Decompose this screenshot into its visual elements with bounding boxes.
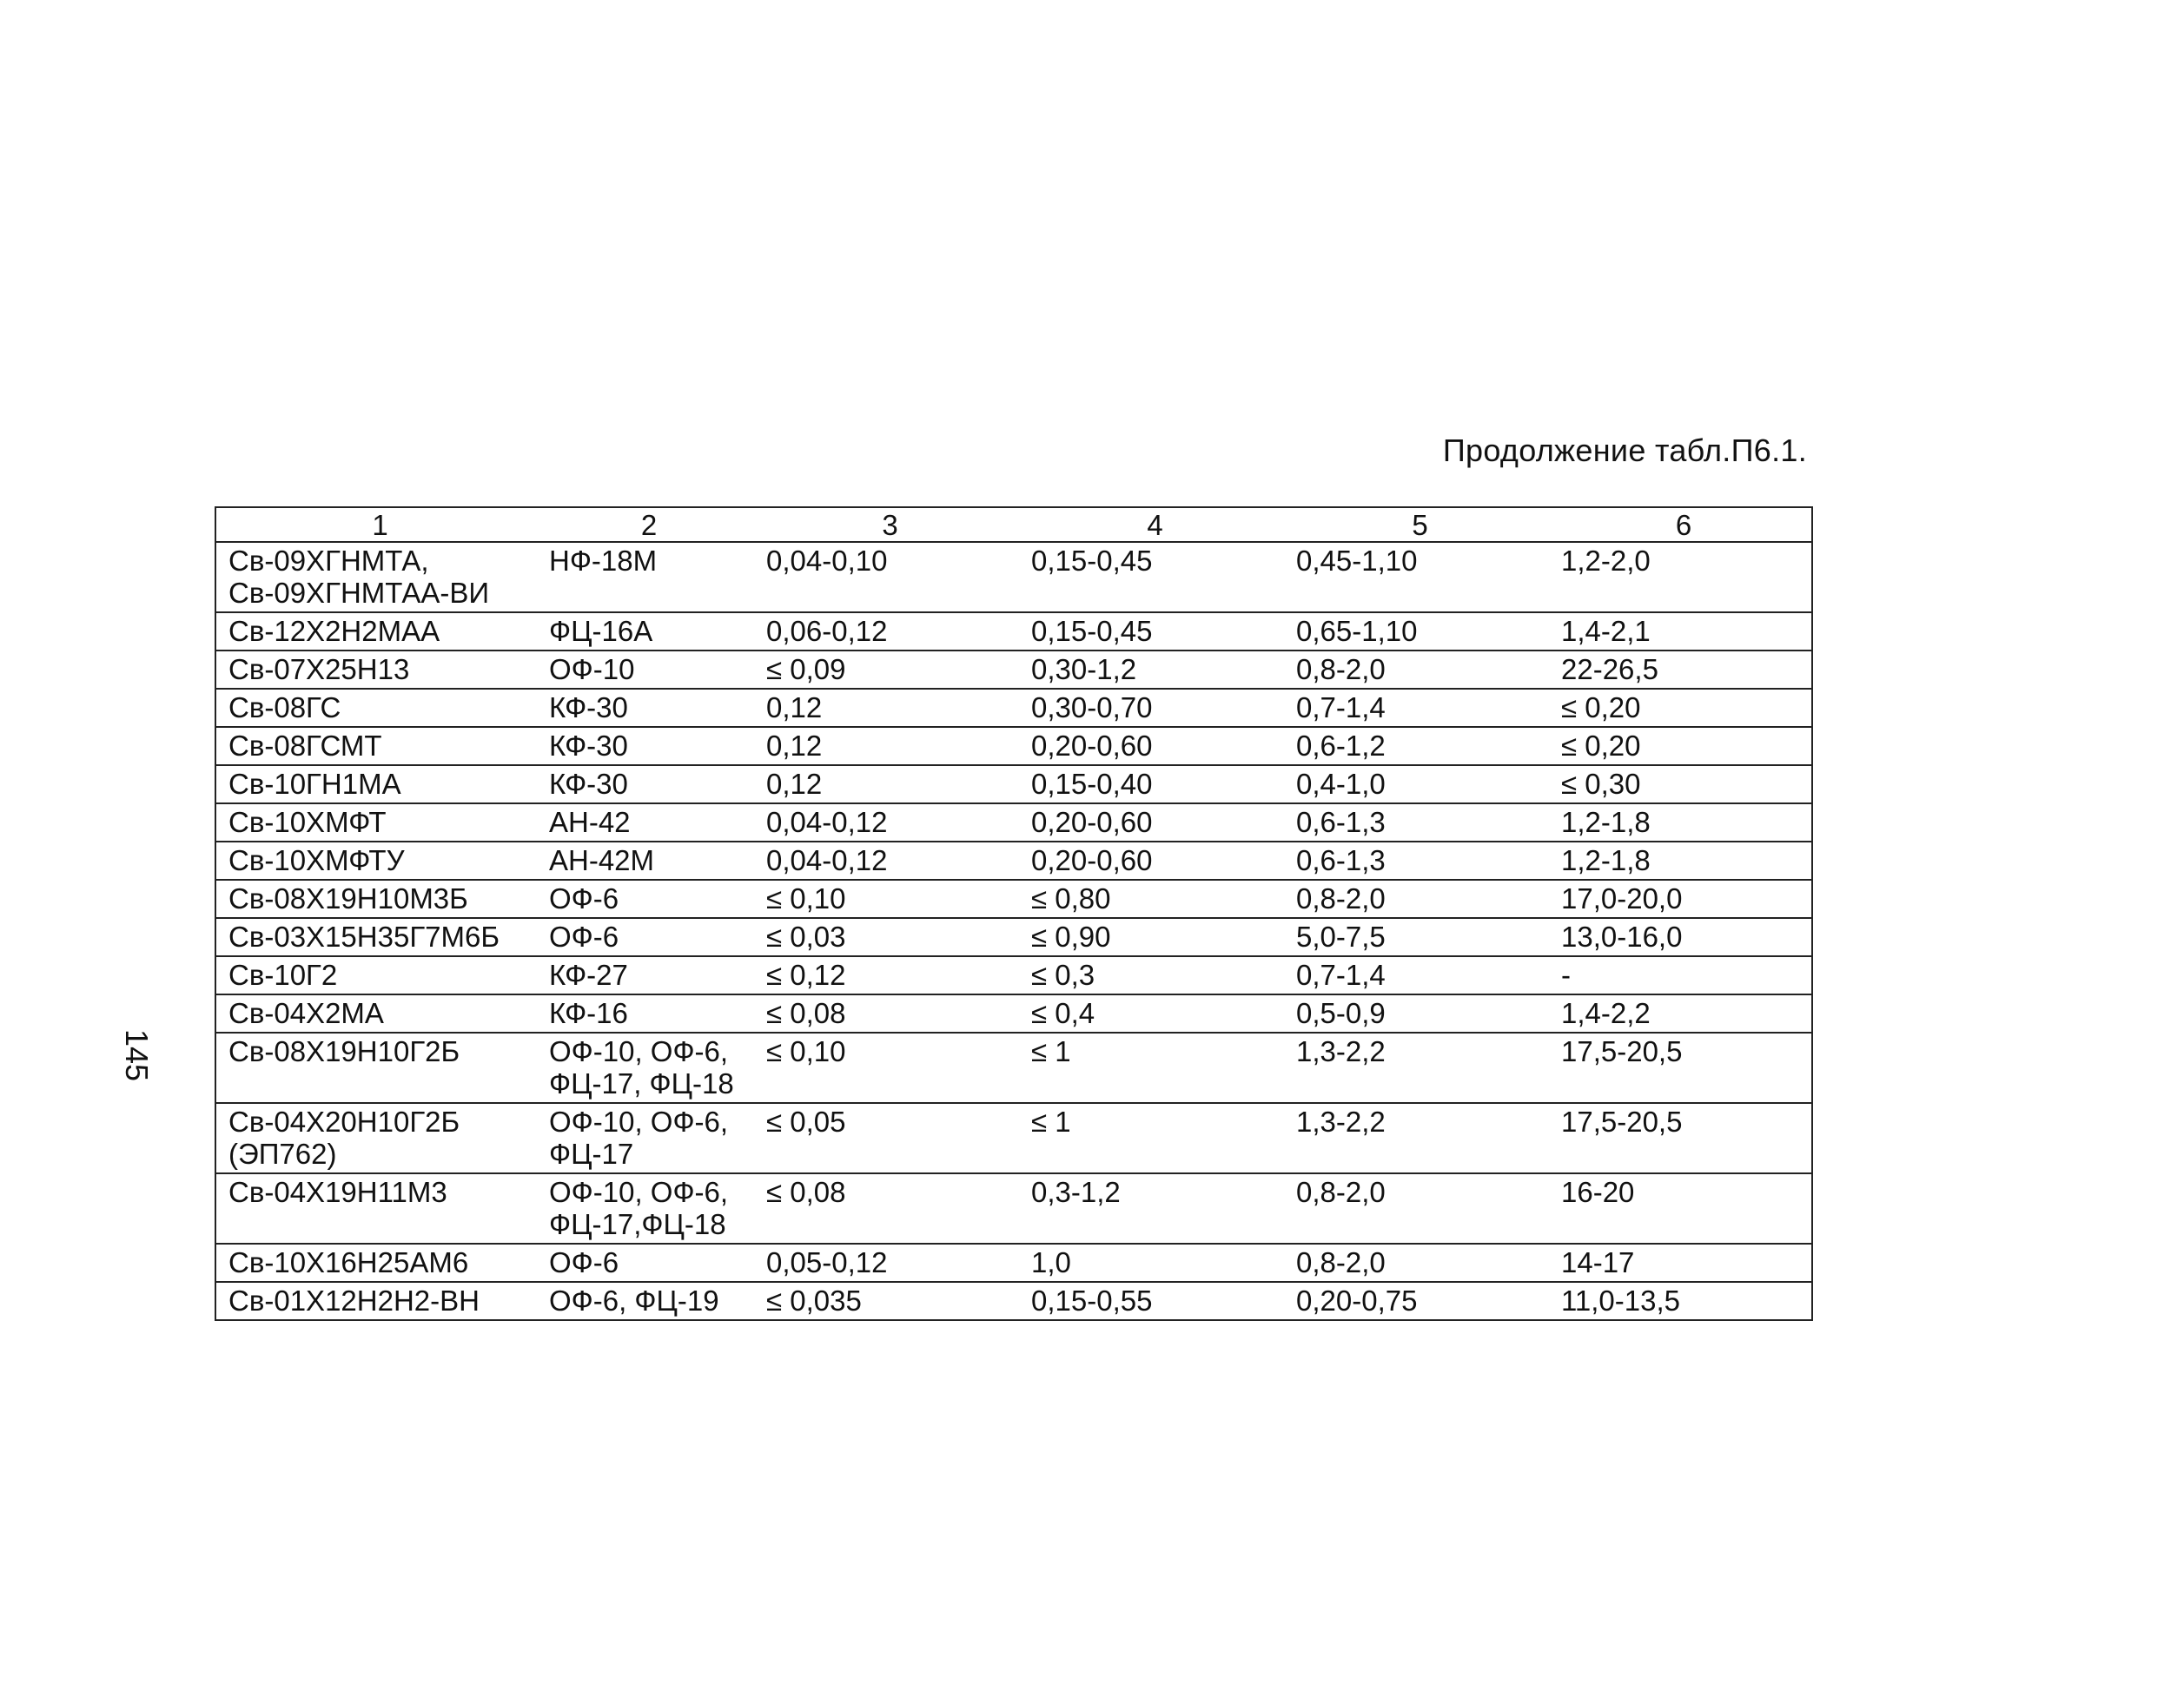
cell-text: 11,0-13,5 bbox=[1561, 1285, 1680, 1317]
cell-text: ≤ 0,05 bbox=[766, 1106, 846, 1138]
table-cell-col-2 bbox=[537, 727, 754, 765]
table-cell-col-3 bbox=[754, 542, 1019, 612]
table-cell-col-2 bbox=[537, 956, 754, 994]
table-cell-col-6 bbox=[1549, 880, 1812, 918]
cell-text: 0,8-2,0 bbox=[1296, 1176, 1386, 1208]
cell-text: ≤ 0,90 bbox=[1031, 921, 1111, 953]
table-cell-col-3 bbox=[754, 842, 1019, 880]
cell-text: 0,04-0,10 bbox=[766, 545, 888, 577]
table-cell-col-6 bbox=[1549, 651, 1812, 689]
cell-text: 0,20-0,60 bbox=[1031, 806, 1153, 838]
cell-text: ≤ 0,3 bbox=[1031, 959, 1095, 991]
table-cell-col-5 bbox=[1284, 1173, 1549, 1244]
table-cell-col-1 bbox=[215, 1282, 537, 1320]
cell-text: 17,5-20,5 bbox=[1561, 1035, 1683, 1067]
cell-text: - bbox=[1561, 959, 1571, 991]
table-cell-col-2 bbox=[537, 765, 754, 803]
table-cell-col-5 bbox=[1284, 842, 1549, 880]
cell-text: 0,15-0,40 bbox=[1031, 768, 1153, 800]
table-cell-col-4 bbox=[1019, 1103, 1284, 1173]
cell-text: Св-08ГСМТ bbox=[228, 730, 382, 762]
table-row bbox=[215, 651, 1812, 689]
table-cell-col-6 bbox=[1549, 1173, 1812, 1244]
table-cell-col-2 bbox=[537, 994, 754, 1033]
table-cell-col-4 bbox=[1019, 689, 1284, 727]
cell-text: ОФ-10, ОФ-6, bbox=[549, 1035, 729, 1067]
cell-text: ≤ 0,12 bbox=[766, 959, 846, 991]
table-row bbox=[215, 689, 1812, 727]
cell-text: 0,8-2,0 bbox=[1296, 1246, 1386, 1278]
table-cell-col-6 bbox=[1549, 803, 1812, 842]
table-cell-col-6 bbox=[1549, 842, 1812, 880]
table-cell-col-5 bbox=[1284, 880, 1549, 918]
table-row bbox=[215, 956, 1812, 994]
table-cell-col-6 bbox=[1549, 1103, 1812, 1173]
table-cell-col-2 bbox=[537, 880, 754, 918]
header-cell: 6 bbox=[1549, 507, 1812, 542]
cell-text: Св-10ХМФТ bbox=[228, 806, 387, 838]
table-cell-col-5 bbox=[1284, 727, 1549, 765]
table-cell-col-6 bbox=[1549, 1033, 1812, 1103]
cell-text: 0,30-0,70 bbox=[1031, 691, 1153, 723]
cell-text: ФЦ-17,ФЦ-18 bbox=[549, 1208, 726, 1240]
cell-text: 0,20-0,60 bbox=[1031, 730, 1153, 762]
table-cell-col-1 bbox=[215, 612, 537, 651]
cell-text: 14-17 bbox=[1561, 1246, 1635, 1278]
cell-text: Св-04Х2МА bbox=[228, 997, 384, 1029]
cell-text: Св-10Х16Н25АМ6 bbox=[228, 1246, 469, 1278]
cell-text: ≤ 0,08 bbox=[766, 997, 846, 1029]
cell-text: КФ-30 bbox=[549, 691, 628, 723]
cell-text: Св-07Х25Н13 bbox=[228, 653, 410, 685]
table-cell-col-3 bbox=[754, 880, 1019, 918]
table-cell-col-4 bbox=[1019, 956, 1284, 994]
table-cell-col-4 bbox=[1019, 880, 1284, 918]
cell-text: ≤ 0,30 bbox=[1561, 768, 1641, 800]
cell-text: ≤ 1 bbox=[1031, 1106, 1071, 1138]
table-cell-col-1 bbox=[215, 956, 537, 994]
table-cell-col-3 bbox=[754, 651, 1019, 689]
cell-text: 5,0-7,5 bbox=[1296, 921, 1386, 953]
cell-text: Св-09ХГНМТА, bbox=[228, 545, 429, 577]
table-cell-col-3 bbox=[754, 918, 1019, 956]
table-cell-col-5 bbox=[1284, 1033, 1549, 1103]
cell-text: ≤ 0,035 bbox=[766, 1285, 862, 1317]
table-cell-col-2 bbox=[537, 1244, 754, 1282]
table-cell-col-1 bbox=[215, 765, 537, 803]
table-cell-col-1 bbox=[215, 803, 537, 842]
page-number: 145 bbox=[119, 1029, 155, 1082]
cell-text: 17,5-20,5 bbox=[1561, 1106, 1683, 1138]
header-cell: 5 bbox=[1284, 507, 1549, 542]
cell-text: ОФ-6 bbox=[549, 882, 619, 915]
table-row bbox=[215, 918, 1812, 956]
table-cell-col-6 bbox=[1549, 689, 1812, 727]
cell-text: Св-09ХГНМТАА-ВИ bbox=[228, 577, 490, 609]
table-cell-col-3 bbox=[754, 956, 1019, 994]
cell-text: ≤ 0,20 bbox=[1561, 730, 1641, 762]
table-cell-col-3 bbox=[754, 994, 1019, 1033]
cell-text: 0,7-1,4 bbox=[1296, 959, 1386, 991]
cell-text: 17,0-20,0 bbox=[1561, 882, 1683, 915]
cell-text: 0,15-0,55 bbox=[1031, 1285, 1153, 1317]
cell-text: ≤ 0,80 bbox=[1031, 882, 1111, 915]
cell-text: 0,30-1,2 bbox=[1031, 653, 1137, 685]
table-cell-col-5 bbox=[1284, 803, 1549, 842]
cell-text: 0,8-2,0 bbox=[1296, 653, 1386, 685]
table-cell-col-1 bbox=[215, 994, 537, 1033]
table-cell-col-6 bbox=[1549, 994, 1812, 1033]
table-cell-col-1 bbox=[215, 651, 537, 689]
cell-text: 13,0-16,0 bbox=[1561, 921, 1683, 953]
table-cell-col-6 bbox=[1549, 956, 1812, 994]
cell-text: 0,6-1,2 bbox=[1296, 730, 1386, 762]
header-cell: 1 bbox=[215, 507, 537, 542]
cell-text: ≤ 0,09 bbox=[766, 653, 846, 685]
cell-text: ФЦ-17, ФЦ-18 bbox=[549, 1067, 734, 1100]
table-cell-col-4 bbox=[1019, 1244, 1284, 1282]
table-cell-col-4 bbox=[1019, 651, 1284, 689]
table-cell-col-4 bbox=[1019, 803, 1284, 842]
cell-text: 0,12 bbox=[766, 691, 823, 723]
table-cell-col-5 bbox=[1284, 689, 1549, 727]
header-cell: 4 bbox=[1019, 507, 1284, 542]
table-cell-col-3 bbox=[754, 1103, 1019, 1173]
cell-text: 1,2-1,8 bbox=[1561, 844, 1651, 876]
table-cell-col-5 bbox=[1284, 651, 1549, 689]
cell-text: ОФ-6, ФЦ-19 bbox=[549, 1285, 719, 1317]
table-cell-col-4 bbox=[1019, 1173, 1284, 1244]
cell-text: АН-42М bbox=[549, 844, 655, 876]
table-cell-col-6 bbox=[1549, 727, 1812, 765]
table-row bbox=[215, 880, 1812, 918]
cell-text: 0,3-1,2 bbox=[1031, 1176, 1121, 1208]
cell-text: ≤ 0,10 bbox=[766, 882, 846, 915]
cell-text: Св-08Х19Н10Г2Б bbox=[228, 1035, 460, 1067]
table-cell-col-1 bbox=[215, 918, 537, 956]
cell-text: 1,2-2,0 bbox=[1561, 545, 1651, 577]
table-cell-col-2 bbox=[537, 612, 754, 651]
table-cell-col-2 bbox=[537, 1173, 754, 1244]
table-cell-col-4 bbox=[1019, 542, 1284, 612]
table-row bbox=[215, 612, 1812, 651]
table-cell-col-1 bbox=[215, 689, 537, 727]
cell-text: ФЦ-17 bbox=[549, 1138, 634, 1170]
table-row bbox=[215, 542, 1812, 612]
table-cell-col-4 bbox=[1019, 1033, 1284, 1103]
table-cell-col-4 bbox=[1019, 612, 1284, 651]
cell-text: Св-01Х12Н2Н2-ВН bbox=[228, 1285, 480, 1317]
table-cell-col-3 bbox=[754, 765, 1019, 803]
table-cell-col-2 bbox=[537, 1282, 754, 1320]
cell-text: ОФ-6 bbox=[549, 1246, 619, 1278]
cell-text: 22-26,5 bbox=[1561, 653, 1658, 685]
table-cell-col-4 bbox=[1019, 765, 1284, 803]
cell-text: 1,3-2,2 bbox=[1296, 1106, 1386, 1138]
table-cell-col-1 bbox=[215, 727, 537, 765]
table-cell-col-1 bbox=[215, 1173, 537, 1244]
table-cell-col-4 bbox=[1019, 727, 1284, 765]
table-cell-col-3 bbox=[754, 803, 1019, 842]
cell-text: ≤ 0,08 bbox=[766, 1176, 846, 1208]
table-cell-col-1 bbox=[215, 842, 537, 880]
table-cell-col-6 bbox=[1549, 542, 1812, 612]
cell-text: ОФ-10, ОФ-6, bbox=[549, 1106, 729, 1138]
cell-text: Св-04Х19Н11М3 bbox=[228, 1176, 447, 1208]
table-cell-col-5 bbox=[1284, 1103, 1549, 1173]
table-row bbox=[215, 994, 1812, 1033]
cell-text: КФ-30 bbox=[549, 730, 628, 762]
table-cell-col-2 bbox=[537, 651, 754, 689]
cell-text: 0,04-0,12 bbox=[766, 844, 888, 876]
table-cell-col-3 bbox=[754, 1282, 1019, 1320]
cell-text: ≤ 0,4 bbox=[1031, 997, 1095, 1029]
table-cell-col-3 bbox=[754, 1033, 1019, 1103]
table-row bbox=[215, 765, 1812, 803]
table-cell-col-6 bbox=[1549, 1244, 1812, 1282]
table-cell-col-6 bbox=[1549, 918, 1812, 956]
table-cell-col-5 bbox=[1284, 765, 1549, 803]
table-cell-col-2 bbox=[537, 1033, 754, 1103]
table-row bbox=[215, 1282, 1812, 1320]
cell-text: Св-10ГН1МА bbox=[228, 768, 401, 800]
cell-text: ОФ-10, ОФ-6, bbox=[549, 1176, 729, 1208]
cell-text: НФ-18М bbox=[549, 545, 658, 577]
cell-text: 0,20-0,75 bbox=[1296, 1285, 1418, 1317]
cell-text: 0,05-0,12 bbox=[766, 1246, 888, 1278]
cell-text: 0,06-0,12 bbox=[766, 615, 888, 647]
table-cell-col-2 bbox=[537, 842, 754, 880]
cell-text: Св-08Х19Н10М3Б bbox=[228, 882, 468, 915]
table-cell-col-6 bbox=[1549, 765, 1812, 803]
cell-text: ОФ-10 bbox=[549, 653, 635, 685]
cell-text: 0,20-0,60 bbox=[1031, 844, 1153, 876]
cell-text: 0,15-0,45 bbox=[1031, 545, 1153, 577]
cell-text: 0,15-0,45 bbox=[1031, 615, 1153, 647]
cell-text: Св-12Х2Н2МАА bbox=[228, 615, 440, 647]
cell-text: Св-03Х15Н35Г7М6Б bbox=[228, 921, 500, 953]
table-cell-col-1 bbox=[215, 1033, 537, 1103]
table-cell-col-5 bbox=[1284, 918, 1549, 956]
table-cell-col-5 bbox=[1284, 542, 1549, 612]
header-cell: 2 bbox=[537, 507, 754, 542]
table-cell-col-5 bbox=[1284, 956, 1549, 994]
table-row bbox=[215, 1244, 1812, 1282]
cell-text: Св-04Х20Н10Г2Б bbox=[228, 1106, 460, 1138]
spec-table bbox=[215, 506, 1813, 1321]
table-caption: Продолжение табл.П6.1. bbox=[1442, 433, 1807, 468]
cell-text: 1,2-1,8 bbox=[1561, 806, 1651, 838]
table-cell-col-3 bbox=[754, 1244, 1019, 1282]
cell-text: 0,7-1,4 bbox=[1296, 691, 1386, 723]
cell-text: 0,5-0,9 bbox=[1296, 997, 1386, 1029]
table-cell-col-1 bbox=[215, 542, 537, 612]
header-cell: 3 bbox=[754, 507, 1019, 542]
cell-text: 0,45-1,10 bbox=[1296, 545, 1418, 577]
cell-text: 0,12 bbox=[766, 730, 823, 762]
cell-text: ОФ-6 bbox=[549, 921, 619, 953]
cell-text: 1,0 bbox=[1031, 1246, 1071, 1278]
table-cell-col-2 bbox=[537, 542, 754, 612]
table-row bbox=[215, 803, 1812, 842]
table-cell-col-2 bbox=[537, 803, 754, 842]
cell-text: ≤ 0,10 bbox=[766, 1035, 846, 1067]
table-cell-col-6 bbox=[1549, 612, 1812, 651]
cell-text: 1,3-2,2 bbox=[1296, 1035, 1386, 1067]
table-row bbox=[215, 842, 1812, 880]
cell-text: КФ-16 bbox=[549, 997, 628, 1029]
cell-text: КФ-30 bbox=[549, 768, 628, 800]
cell-text: 0,6-1,3 bbox=[1296, 806, 1386, 838]
table-cell-col-1 bbox=[215, 880, 537, 918]
cell-text: 0,4-1,0 bbox=[1296, 768, 1386, 800]
cell-text: АН-42 bbox=[549, 806, 631, 838]
table-row bbox=[215, 727, 1812, 765]
header-row bbox=[215, 507, 1812, 542]
cell-text: 0,65-1,10 bbox=[1296, 615, 1418, 647]
table-cell-col-3 bbox=[754, 727, 1019, 765]
table-body bbox=[215, 542, 1812, 1320]
table-cell-col-4 bbox=[1019, 842, 1284, 880]
table-cell-col-2 bbox=[537, 1103, 754, 1173]
table-cell-col-5 bbox=[1284, 612, 1549, 651]
table-row bbox=[215, 1173, 1812, 1244]
table-cell-col-1 bbox=[215, 1244, 537, 1282]
table-cell-col-3 bbox=[754, 612, 1019, 651]
table-cell-col-6 bbox=[1549, 1282, 1812, 1320]
cell-text: 1,4-2,1 bbox=[1561, 615, 1651, 647]
table-row bbox=[215, 1103, 1812, 1173]
table-cell-col-5 bbox=[1284, 1282, 1549, 1320]
cell-text: ≤ 0,03 bbox=[766, 921, 846, 953]
cell-text: 1,4-2,2 bbox=[1561, 997, 1651, 1029]
cell-text: КФ-27 bbox=[549, 959, 628, 991]
table-cell-col-4 bbox=[1019, 918, 1284, 956]
cell-text: Св-10ХМФТУ bbox=[228, 844, 405, 876]
cell-text: ≤ 1 bbox=[1031, 1035, 1071, 1067]
cell-text: 16-20 bbox=[1561, 1176, 1635, 1208]
cell-text: ≤ 0,20 bbox=[1561, 691, 1641, 723]
table-cell-col-5 bbox=[1284, 994, 1549, 1033]
cell-text: 0,8-2,0 bbox=[1296, 882, 1386, 915]
table-cell-col-2 bbox=[537, 918, 754, 956]
table-cell-col-4 bbox=[1019, 1282, 1284, 1320]
cell-text: ФЦ-16А bbox=[549, 615, 653, 647]
table-cell-col-4 bbox=[1019, 994, 1284, 1033]
cell-text: (ЭП762) bbox=[228, 1138, 337, 1170]
cell-text: Св-10Г2 bbox=[228, 959, 338, 991]
table-cell-col-5 bbox=[1284, 1244, 1549, 1282]
table-cell-col-1 bbox=[215, 1103, 537, 1173]
table-cell-col-3 bbox=[754, 689, 1019, 727]
cell-text: 0,04-0,12 bbox=[766, 806, 888, 838]
table-cell-col-2 bbox=[537, 689, 754, 727]
cell-text: 0,12 bbox=[766, 768, 823, 800]
table-cell-col-3 bbox=[754, 1173, 1019, 1244]
cell-text: 0,6-1,3 bbox=[1296, 844, 1386, 876]
table-row bbox=[215, 1033, 1812, 1103]
cell-text: Св-08ГС bbox=[228, 691, 341, 723]
